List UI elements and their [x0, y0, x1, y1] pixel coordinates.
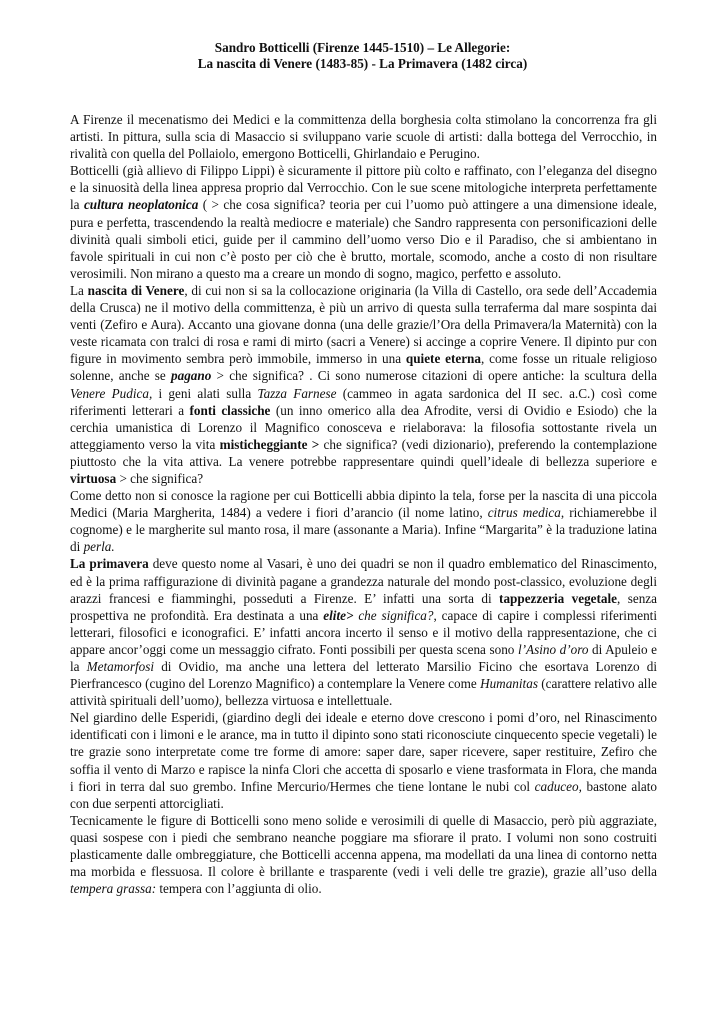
italic-term: caduceo,: [534, 778, 582, 794]
title-line-2: La nascita di Venere (1483-85) - La Primavera (1482 circa): [197, 56, 528, 71]
text-run: bellezza virtuosa e intellettuale.: [222, 693, 393, 709]
text-run: bastone alato con due serpenti attorcigliati.: [70, 778, 657, 811]
paragraph-primavera: [70, 555, 657, 709]
italic-term: Venere Pudica,: [70, 385, 153, 401]
text-run: di Apuleio e la: [70, 641, 658, 674]
bold-term: misticheggiante >: [219, 436, 320, 452]
title-line-1: Sandro Botticelli (Firenze 1445-1510) – Le Allegorie:: [214, 40, 511, 55]
document-title: [70, 40, 655, 72]
italic-term: ),: [214, 693, 223, 709]
text-run: Tecnicamente le figure di Botticelli sono meno solide e verosimili di quelle di Masaccio, però più aggraziate, quasi sospese con i piedi che sembrano neanche poggiare ma sfiorare il prato. I volumi non sono costruiti plasticamente dalle ombreggiature, che Botticelli accenna appena, ma modellati da una linea di contorno netta ma morbida e flessuosa. Il colore è brillante e trasparente (vedi i veli delle tre grazie), grazie all’uso della: [70, 812, 657, 880]
bold-term: quiete eterna: [405, 351, 481, 367]
text-run: Come detto non si conosce la ragione per cui Botticelli abbia dipinto la tela, forse per la nascita di una piccola Medici (Maria Margherita, 1484) a vedere i fiori d’arancio (il nome latino,: [70, 488, 657, 521]
text-run: (carattere relativo alle attività spirituali dell’uomo: [70, 676, 657, 709]
paragraph-technique: [70, 812, 657, 897]
text-run: , senza prospettiva ne profondità. Era destinata a una: [70, 590, 658, 623]
bold-term: nascita di Venere: [87, 282, 185, 298]
italic-term: tempera grassa:: [70, 881, 157, 897]
italic-term: Humanitas: [480, 676, 538, 692]
text-run: > che significa? . Ci sono numerose citazioni di opere antiche: la scultura della: [211, 368, 657, 384]
italic-term: che significa?: [353, 607, 434, 623]
italic-term: Tazza Farnese: [257, 385, 337, 401]
emphasis-term: pagano: [171, 368, 212, 384]
emphasis-term: elite>: [323, 607, 354, 623]
paragraph-intro-florence: [70, 111, 657, 162]
document-body: [70, 111, 657, 897]
paragraph-esperidi: [70, 709, 657, 812]
text-run: tempera con l’aggiunta di olio.: [156, 881, 322, 897]
text-run: di Ovidio, ma anche una lettera del letterato Marsilio Ficino che esortava Lorenzo di Pierfrancesco (cugino del Lorenzo Magnifico) a contemplare la Venere come: [70, 659, 657, 692]
paragraph-botticelli: [70, 162, 657, 282]
text-run: , come fosse un rituale religioso solenne, anche se: [70, 351, 658, 384]
text-run: deve questo nome al Vasari, è uno dei quadri se non il quadro emblematico del Rinascimento, ed è la prima raffigurazione di divinità pagane a grandezza naturale del mondo post-classico, evoluzione degli arazzi francesi e fiamminghi, posseduti a Firenze. E’ infatti una sorta di: [70, 556, 657, 606]
text-run: (cammeo in agata sardonica del II sec. a.C.) così come riferimenti letterari a: [70, 385, 657, 418]
bold-term: La primavera: [70, 556, 149, 572]
paragraph-commission: [70, 487, 657, 555]
text-run: i geni alati sulla: [152, 385, 258, 401]
text-run: , richiamerebbe il cognome) e le margherite sul manto rosa, il mare (assonante a Maria). Infine “Margarita” è la traduzione latina di: [70, 505, 657, 555]
italic-term: perla.: [83, 539, 115, 555]
text-run: , capace di capire i complessi riferimenti letterari, filosofici e iconografici. E’ infatti ancora incerto il senso e il motivo della rappresentazione, che ci appare ancor’oggi come un messaggio cifrato. Fonti possibili per questa scena sono: [70, 607, 657, 657]
text-run: A Firenze il mecenatismo dei Medici e la committenza della borghesia colta stimolano la concorrenza fra gli artisti. In pittura, sulla scia di Masaccio si sviluppano varie scuole di artisti: dalla bottega del Verrocchio, in rivalità con quella del Pollaiolo, emergono Botticelli, Ghirlandaio e Perugino.: [70, 112, 657, 162]
bold-term: fonti classiche: [189, 402, 271, 418]
text-run: Botticelli (già allievo di Filippo Lippi) è sicuramente il pittore più colto e raffinato, con l’eleganza del disegno e la sinuosità della linea appresa proprio dal Verrocchio. Con le sue scene mitologiche interpreta perfettamente la: [70, 163, 657, 213]
text-run: (un inno omerico alla dea Afrodite, versi di Ovidio e Esiodo) che la cerchia umanistica di Lorenzo il Magnifico conosceva e rielaborava: la filosofia sottostante rivela un atteggiamento verso la vita: [70, 402, 657, 452]
text-run: La: [70, 282, 88, 298]
text-run: > che significa?: [116, 470, 204, 486]
italic-term: Metamorfosi: [86, 659, 155, 674]
italic-term: l’Asino d’oro: [517, 641, 589, 657]
emphasis-term: cultura neoplatonica: [83, 197, 199, 213]
italic-term: citrus medica: [487, 505, 561, 521]
text-run: ( > che cosa significa? teoria per cui l’uomo può attingere a una dimensione ideale, pura e perfetta, trascendendo la realtà mediocre e materiale) che Sandro rappresenta con personificazioni delle divinità quali simboli etici, guide per il cammino dell’uomo verso Dio e il Paradiso, che si ambientano in favole spirituali in cui non c’è posto per ciò che è brutto, mortale, scomodo, anche a costo di non risultare verosimili. Non mirano a questo ma a creare un mondo di sogno, magico, perfetto e assoluto.: [70, 197, 657, 281]
bold-term: tappezzeria vegetale: [499, 590, 618, 606]
paragraph-nascita-di-venere: [70, 282, 657, 487]
text-run: , di cui non si sa la collocazione originaria (la Villa di Castello, ora sede dell’Accademia della Crusca) ne il motivo della committenza, è più un arrivo di questa sulla terraferma dal mare sospinta dai venti (Zefiro e Aura). Accanto una giovane donna (una delle grazie/l’Ora della Primavera/la Maternità) con la veste ricamata con tralci di rosa e rami di mirto (sacri a Venere) si accinge a coprire Venere. Il dipinto pur con figure in movimento sembra però immobile, immerso in una: [70, 282, 657, 367]
text-run: Nel giardino delle Esperidi, (giardino degli dei ideale e eterno dove crescono i pomi d’oro, nel Rinascimento identificati con i limoni e le arance, ma in tutto il dipinto sono stati riconosciute cinquecento specie vegetali) le tre grazie sono interpretate come tre forme di amore: saper dare, saper ricevere, saper restituire, Zefiro che soffia il vento di Marzo e rapisce la ninfa Clori che accetta di sposarlo e viene trasformata in Flora, che manda i fiori in terra dal suo grembo. Infine Mercurio/Hermes che tiene lontane le nubi col: [70, 710, 657, 794]
text-run: che significa? (vedi dizionario), preferendo la contemplazione piuttosto che la vita attiva. La venere potrebbe rappresentare quindi quell’ideale di bellezza superiore e: [70, 436, 657, 469]
bold-term: virtuosa: [70, 470, 117, 486]
